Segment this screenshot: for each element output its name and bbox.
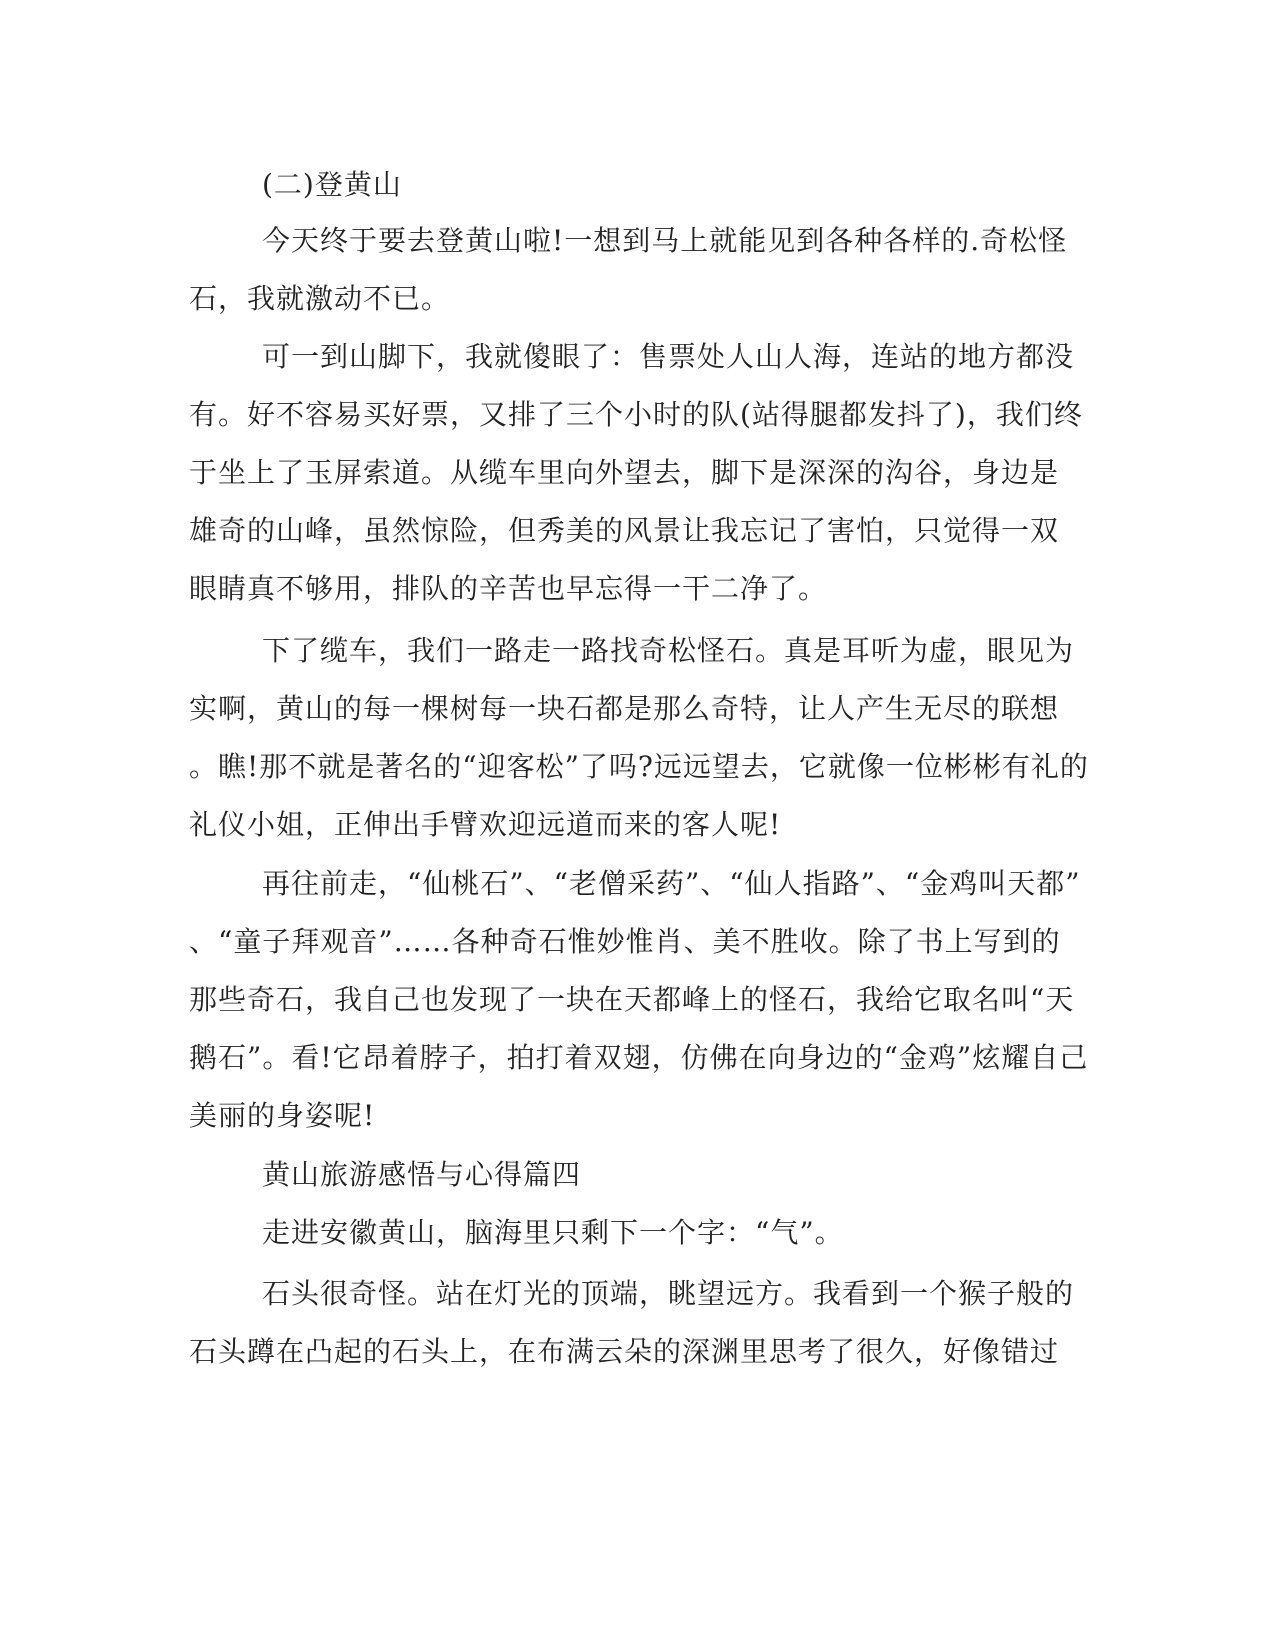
paragraph-1-line-1: 今天终于要去登黄山啦!一想到马上就能见到各种各样的.奇松怪 <box>262 224 1068 257</box>
paragraph-2-line-5: 眼睛真不够用，排队的辛苦也早忘得一干二净了。 <box>189 572 828 605</box>
paragraph-6-line-1: 走进安徽黄山，脑海里只剩下一个字：“气”。 <box>262 1216 844 1249</box>
paragraph-2-line-3: 于坐上了玉屏索道。从缆车里向外望去，脚下是深深的沟谷，身边是 <box>189 456 1060 489</box>
paragraph-1-line-2: 石，我就激动不已。 <box>189 282 451 315</box>
paragraph-4-line-1: 再往前走，“仙桃石”、“老僧采药”、“仙人指路”、“金鸡叫天都” <box>262 867 1081 900</box>
paragraph-4-line-4: 鹅石”。看!它昂着脖子，拍打着双翅，仿佛在向身边的“金鸡”炫耀自己 <box>189 1041 1089 1074</box>
section-title: (二)登黄山 <box>262 168 402 201</box>
paragraph-7-line-2: 石头蹲在凸起的石头上，在布满云朵的深渊里思考了很久，好像错过 <box>189 1335 1060 1368</box>
paragraph-4-line-5: 美丽的身姿呢! <box>189 1099 376 1132</box>
paragraph-4-line-2: 、“童子拜观音”……各种奇石惟妙惟肖、美不胜收。除了书上写到的 <box>189 925 1061 958</box>
paragraph-3-line-3: 。瞧!那不就是著名的“迎客松”了吗?远远望去，它就像一位彬彬有礼的 <box>189 750 1089 783</box>
paragraph-2-line-1: 可一到山脚下，我就傻眼了：售票处人山人海，连站的地方都没 <box>262 340 1075 373</box>
paragraph-3-line-1: 下了缆车，我们一路走一路找奇松怪石。真是耳听为虚，眼见为 <box>262 634 1075 667</box>
section-heading: 黄山旅游感悟与心得篇四 <box>262 1158 582 1191</box>
paragraph-3-line-2: 实啊，黄山的每一棵树每一块石都是那么奇特，让人产生无尽的联想 <box>189 692 1060 725</box>
paragraph-3-line-4: 礼仪小姐，正伸出手臂欢迎远道而来的客人呢! <box>189 808 782 841</box>
paragraph-4-line-3: 那些奇石，我自己也发现了一块在天都峰上的怪石，我给它取名叫“天 <box>189 983 1075 1016</box>
paragraph-7-line-1: 石头很奇怪。站在灯光的顶端，眺望远方。我看到一个猴子般的 <box>262 1277 1075 1310</box>
paragraph-2-line-4: 雄奇的山峰，虽然惊险，但秀美的风景让我忘记了害怕，只觉得一双 <box>189 514 1060 547</box>
paragraph-2-line-2: 有。好不容易买好票，又排了三个小时的队(站得腿都发抖了)，我们终 <box>189 398 1083 431</box>
